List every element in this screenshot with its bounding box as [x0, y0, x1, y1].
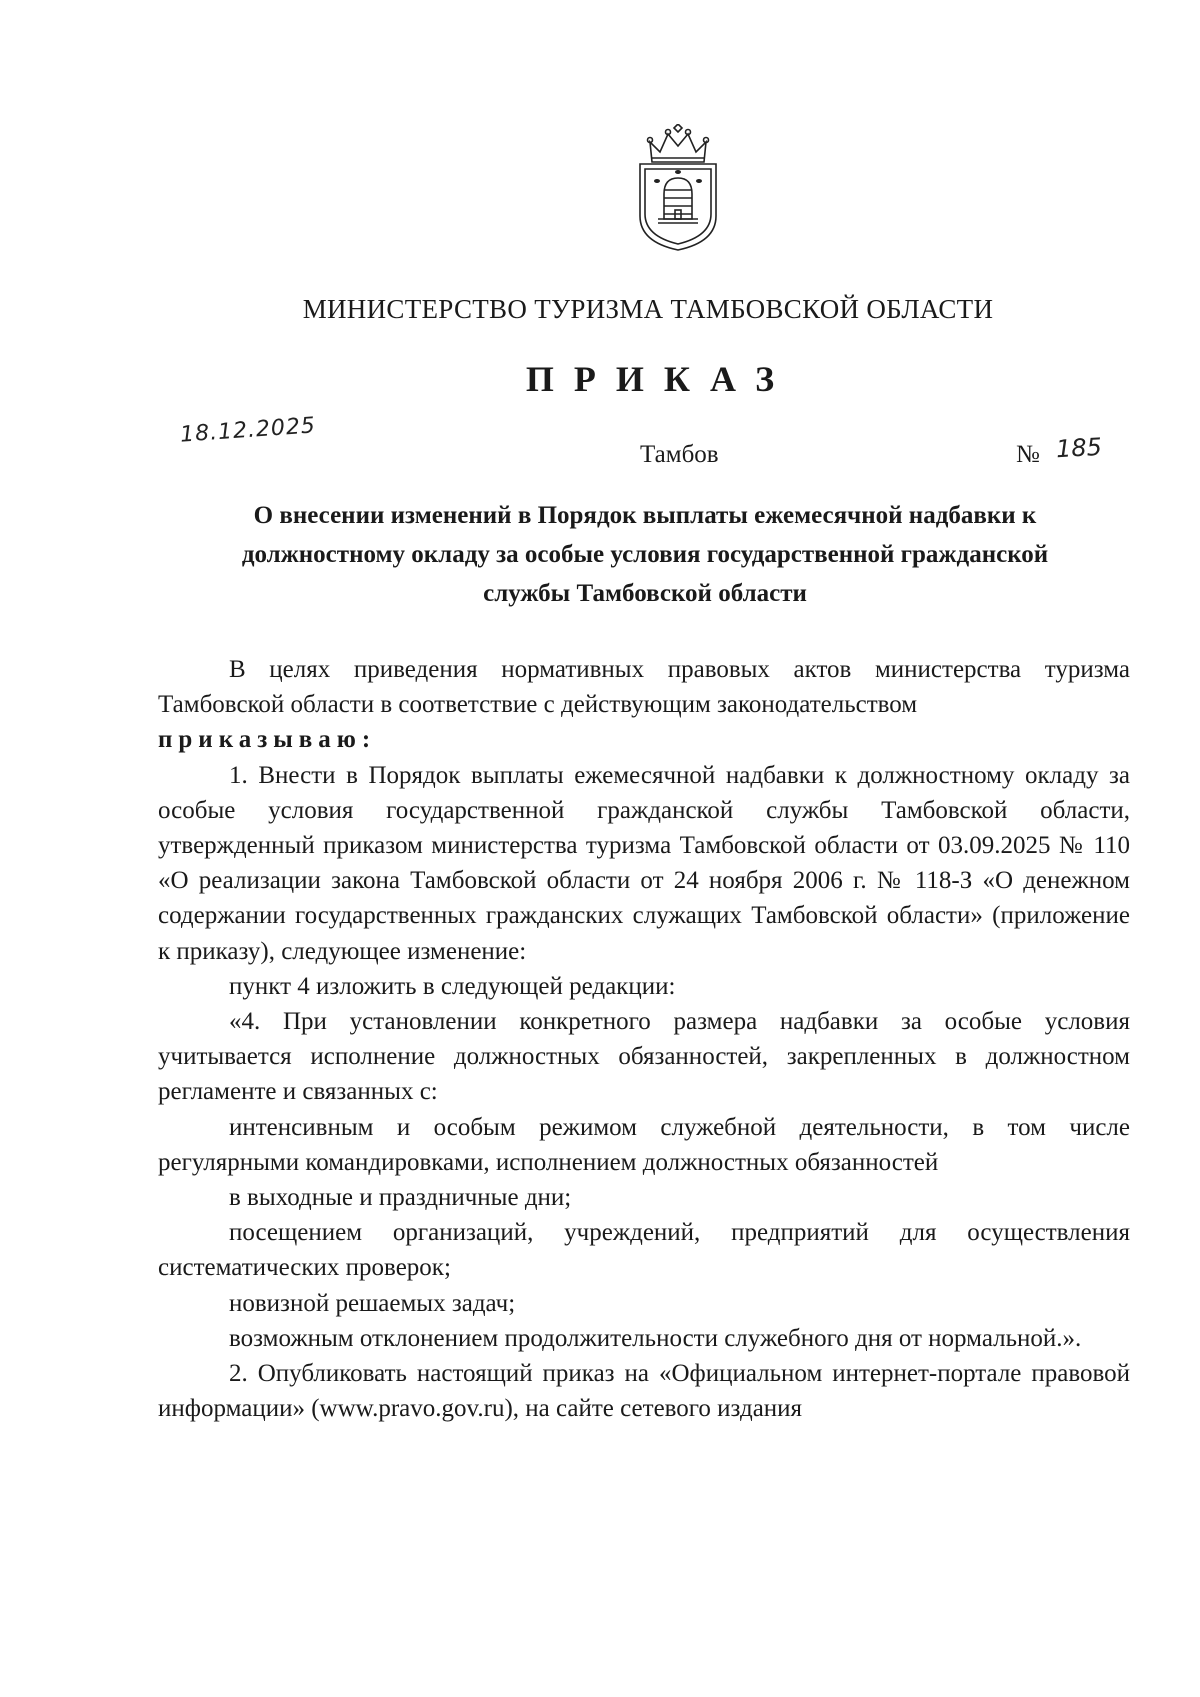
- condition-1-continuation: в выходные и праздничные дни;: [229, 1184, 572, 1212]
- condition-4-paragraph: возможным отклонением продолжительности служебного дня от нормальной.».: [229, 1324, 1082, 1352]
- tambov-coat-of-arms-icon: [630, 124, 726, 254]
- item-1-subparagraph: пункт 4 изложить в следующей редакции:: [229, 972, 676, 1000]
- city-name: Тамбов: [640, 441, 719, 468]
- handwritten-order-number: 185: [1055, 432, 1103, 464]
- ministry-name: МИНИСТЕРСТВО ТУРИЗМА ТАМБОВСКОЙ ОБЛАСТИ: [302, 294, 994, 324]
- order-body: [158, 652, 1130, 1426]
- preamble-paragraph: [158, 652, 1130, 758]
- preamble-text: В целях приведения нормативных правовых актов министерства туризма Тамбовской области в соответствие с действующим законодательством: [158, 656, 1130, 719]
- point-4-paragraph: «4. При установлении конкретного размера надбавки за особые условия учитывается исполнение должностных обязанностей, закрепленных в должностном регламенте и связанных с:: [158, 1008, 1130, 1106]
- item-2-paragraph: 2. Опубликовать настоящий приказ на «Официальном интернет-портале правовой информации» (www.pravo.gov.ru), на сайте сетевого издания: [158, 1360, 1130, 1423]
- heading-line: службы Тамбовской области: [483, 580, 807, 607]
- order-word: приказываю:: [158, 726, 377, 754]
- heading-line: О внесении изменений в Порядок выплаты ежемесячной надбавки к: [253, 502, 1037, 529]
- condition-3-paragraph: новизной решаемых задач;: [229, 1289, 516, 1317]
- order-subject-heading: [170, 496, 1120, 613]
- condition-1-paragraph: интенсивным и особым режимом служебной деятельности, в том числе регулярными командировками, исполнением должностных обязанностей: [158, 1113, 1130, 1176]
- heading-line: должностному окладу за особые условия государственной гражданской: [241, 541, 1049, 568]
- condition-2-paragraph: посещением организаций, учреждений, предприятий для осуществления систематических проверок;: [158, 1219, 1130, 1282]
- document-type-title: ПРИКАЗ: [525, 359, 795, 399]
- item-1-paragraph: 1. Внести в Порядок выплаты ежемесячной надбавки к должностному окладу за особые условия государственной гражданской службы Тамбовской области, утвержденный приказом министерства туризма Тамбовской области от 03.09.2025 № 110 «О реализации закона Тамбовской области от 24 ноября 2006 г. № 118-З «О денежном содержании государственных гражданских служащих Тамбовской области» (приложение к приказу), следующее изменение:: [158, 761, 1130, 965]
- handwritten-date: 18.12.2025: [179, 413, 317, 448]
- number-label: №: [1016, 441, 1040, 468]
